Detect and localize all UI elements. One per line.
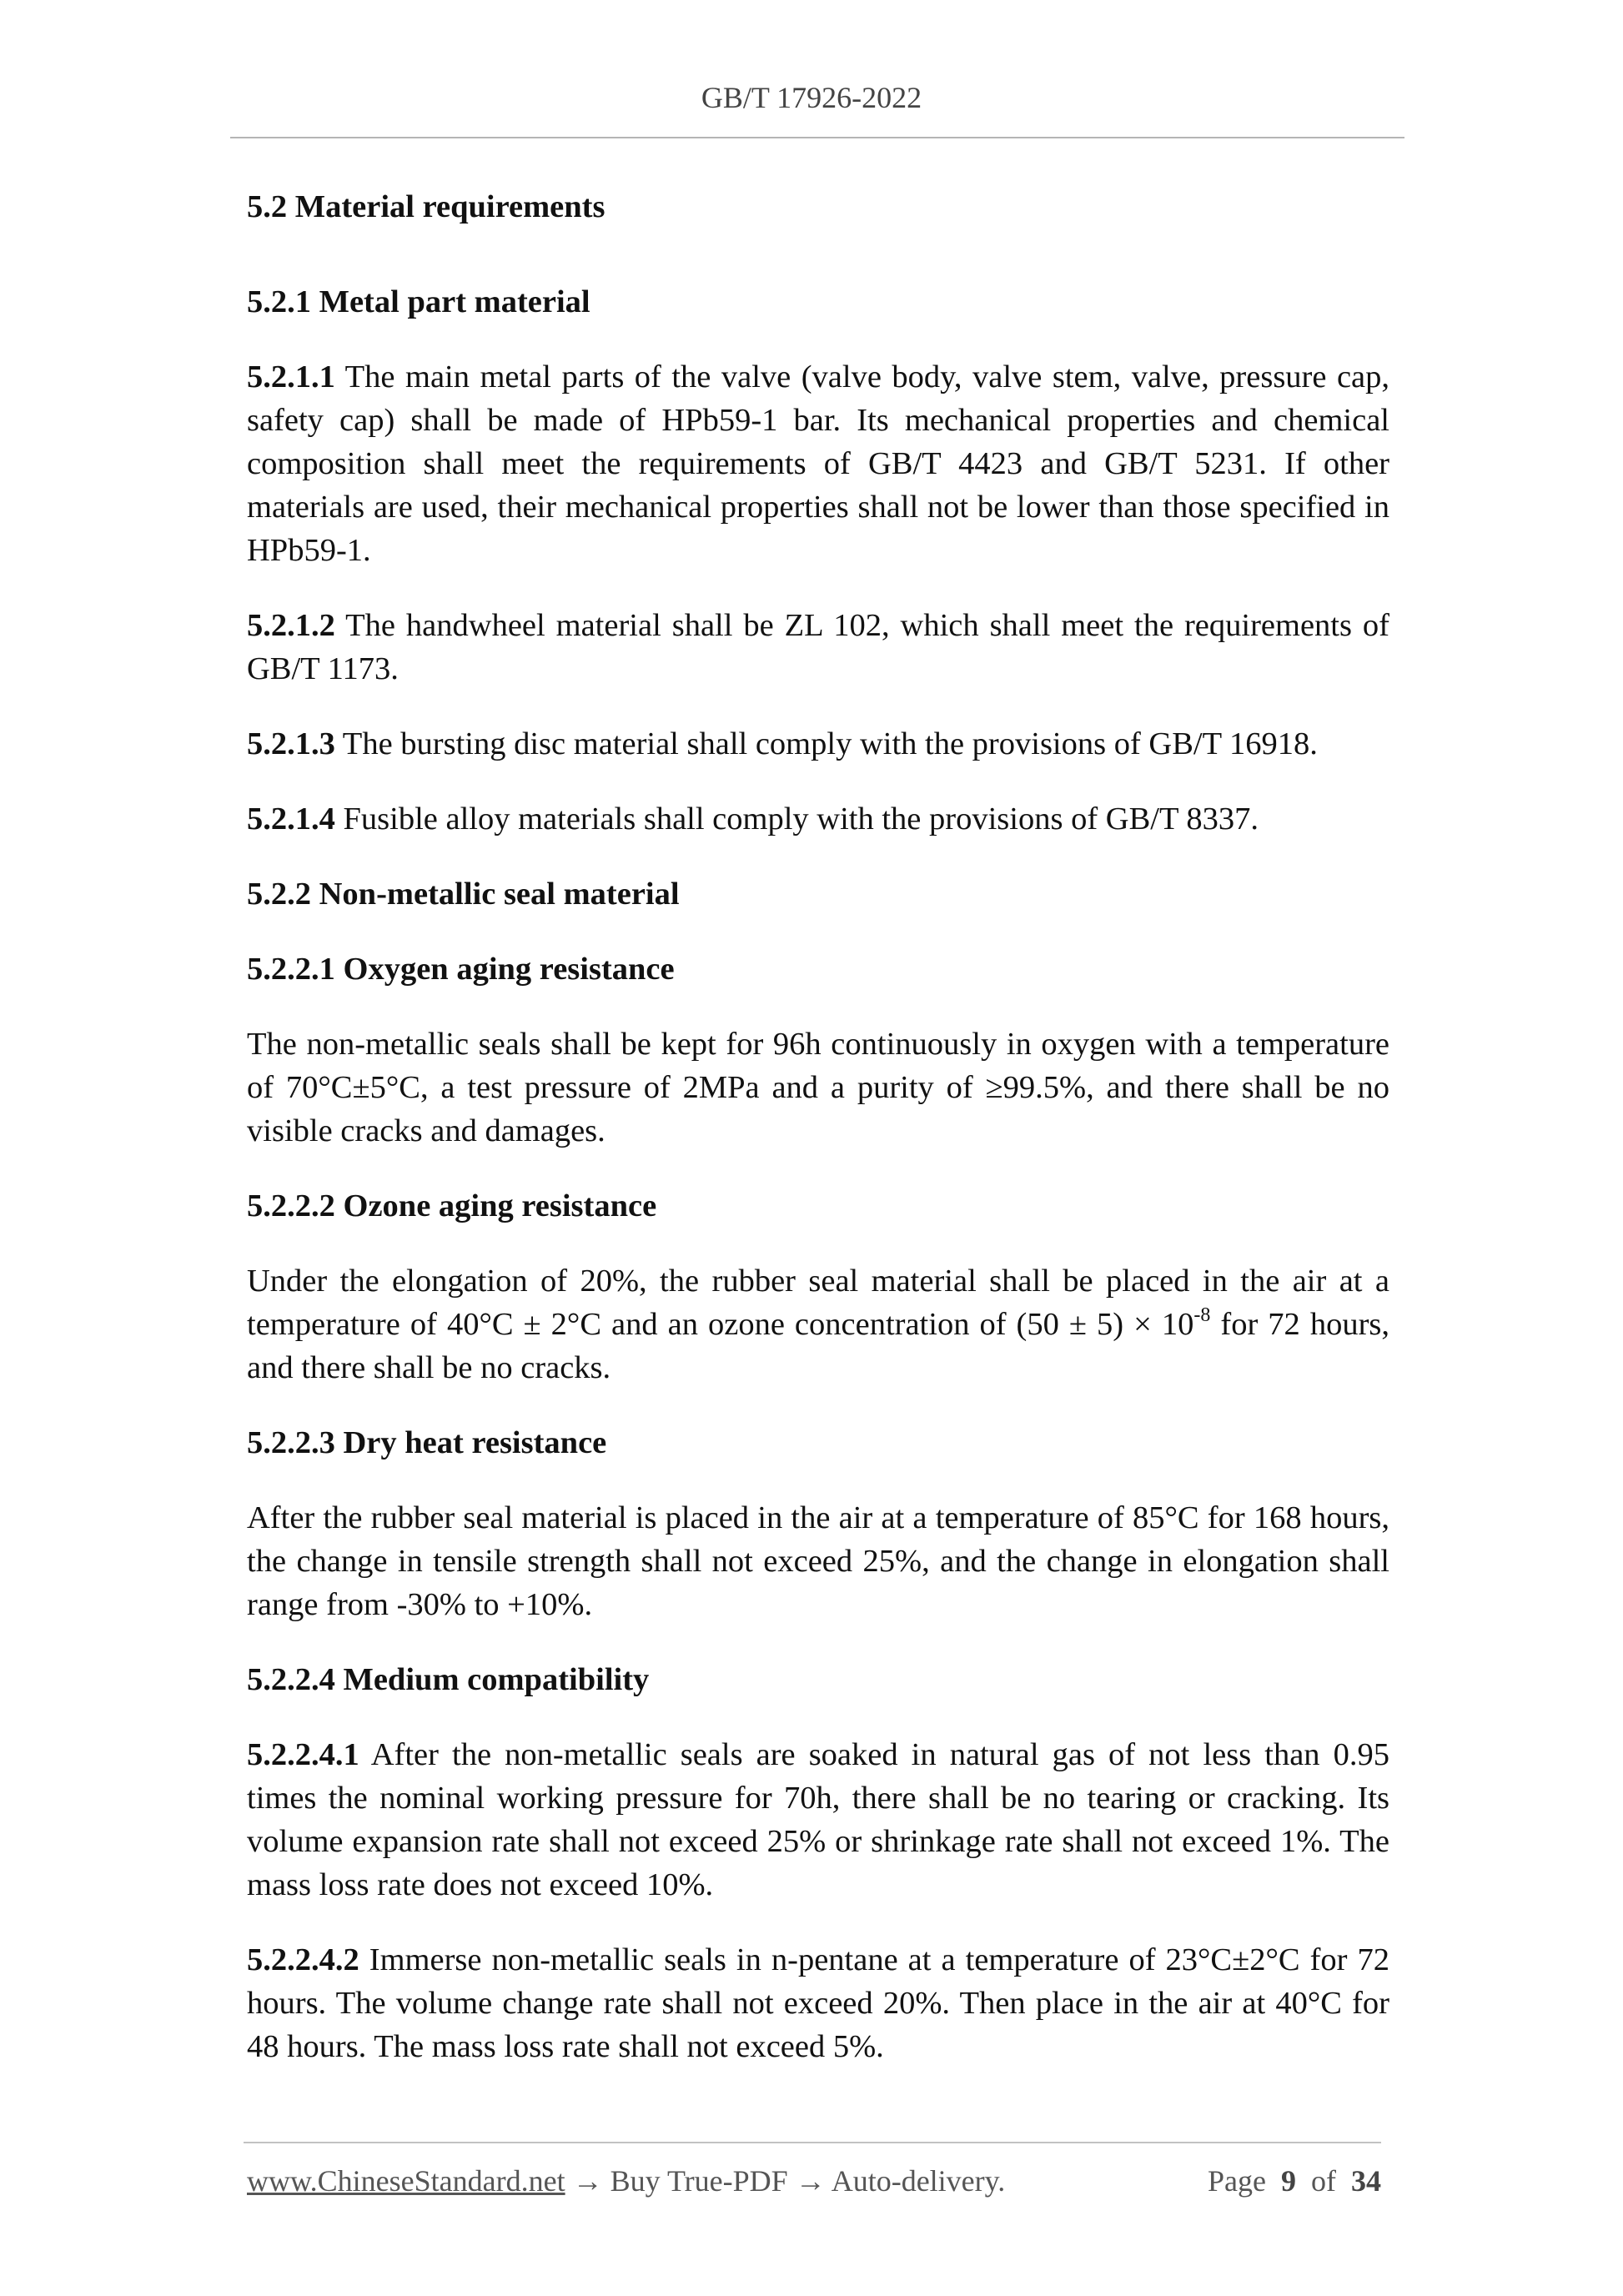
clause-number: 5.2.1.1 — [247, 359, 335, 394]
page-label: Page — [1208, 2164, 1266, 2198]
paragraph-5-2-2-3: After the rubber seal material is placed in the air at a temperature of 85°C for 168 hours, the change in tensile strength shall not exceed 25%, and the change in elongation shall range from -30% to +10%. — [247, 1500, 1389, 1622]
site-link[interactable]: www.ChineseStandard.net — [247, 2164, 565, 2198]
clause-number: 5.2.1.4 — [247, 801, 335, 837]
of-label: of — [1311, 2164, 1336, 2198]
paragraph-5-2-1-4 — [247, 797, 1389, 841]
paragraph-5-2-1-1 — [247, 355, 1389, 572]
heading-5-2-2-4: 5.2.2.4 Medium compatibility — [247, 1662, 650, 1697]
paragraph-5-2-1-2 — [247, 604, 1389, 691]
paragraph-5-2-2-1: The non-metallic seals shall be kept for 96h continuously in oxygen with a temperature of 70°C±5°C, a test pressure of 2MPa and a purity of ≥99.5%, and there shall be no visible cracks and damages. — [247, 1027, 1389, 1148]
page-total: 34 — [1351, 2164, 1381, 2198]
page-number: 9 — [1281, 2164, 1296, 2198]
clause-number: 5.2.1.2 — [247, 608, 335, 643]
clause-number: 5.2.2.4.2 — [247, 1942, 359, 1977]
paragraph-5-2-1-3 — [247, 722, 1389, 766]
clause-text: The handwheel material shall be ZL 102, which shall meet the requirements of GB/T 1173. — [247, 608, 1389, 686]
document-body — [247, 185, 1389, 2100]
footer-divider — [244, 2142, 1381, 2143]
header-divider — [230, 137, 1404, 138]
auto-delivery-text: Auto-delivery. — [831, 2164, 1006, 2198]
clause-text: The main metal parts of the valve (valve body, valve stem, valve, pressure cap, safety cap) shall be made of HPb59-1 bar. Its mechanical properties and chemical composition shall meet the requirements of GB/T 4423 and GB/T 5231. If other materials are used, their mechanical properties shall not be lower than those specified in HPb59-1. — [247, 359, 1389, 568]
clause-text: After the non-metallic seals are soaked in natural gas of not less than 0.95 times the nominal working pressure for 70h, there shall be no tearing or cracking. Its volume expansion rate shall not exceed 25% or shrinkage rate shall not exceed 1%. The mass loss rate does not exceed 10%. — [247, 1737, 1389, 1902]
page-footer — [247, 2160, 1381, 2202]
heading-5-2-2-2: 5.2.2.2 Ozone aging resistance — [247, 1188, 657, 1223]
heading-5-2: 5.2 Material requirements — [247, 189, 605, 224]
paragraph-5-2-2-4-2 — [247, 1938, 1389, 2068]
heading-5-2-2: 5.2.2 Non-metallic seal material — [247, 877, 680, 912]
arrow-right-icon: → — [795, 2164, 826, 2198]
heading-5-2-2-1: 5.2.2.1 Oxygen aging resistance — [247, 952, 675, 987]
clause-text: The bursting disc material shall comply with the provisions of GB/T 16918. — [334, 726, 1318, 761]
clause-text: Under the elongation of 20%, the rubber seal material shall be placed in the air at a temperature of 40°C ± 2°C and an ozone concentration of (50 ± 5) × 10 — [247, 1264, 1389, 1342]
heading-5-2-1: 5.2.1 Metal part material — [247, 284, 590, 319]
paragraph-5-2-2-2 — [247, 1259, 1389, 1389]
page-counter — [1208, 2160, 1381, 2202]
page-header-title: GB/T 17926-2022 — [701, 81, 922, 114]
exponent: -8 — [1193, 1304, 1211, 1327]
paragraph-5-2-2-4-1 — [247, 1733, 1389, 1907]
clause-number: 5.2.1.3 — [247, 726, 335, 761]
heading-5-2-2-3: 5.2.2.3 Dry heat resistance — [247, 1425, 607, 1460]
buy-pdf-text: Buy True-PDF — [610, 2164, 788, 2198]
clause-number: 5.2.2.4.1 — [247, 1737, 359, 1772]
clause-text: Immerse non-metallic seals in n-pentane at a temperature of 23°C±2°C for 72 hours. The volume change rate shall not exceed 20%. Then place in the air at 40°C for 48 hours. The mass loss rate shall not exceed 5%. — [247, 1942, 1389, 2064]
arrow-right-icon: → — [572, 2164, 603, 2198]
clause-text: Fusible alloy materials shall comply with the provisions of GB/T 8337. — [334, 801, 1259, 837]
clause-text: for 72 hours, and there shall be no cracks. — [247, 1307, 1390, 1385]
